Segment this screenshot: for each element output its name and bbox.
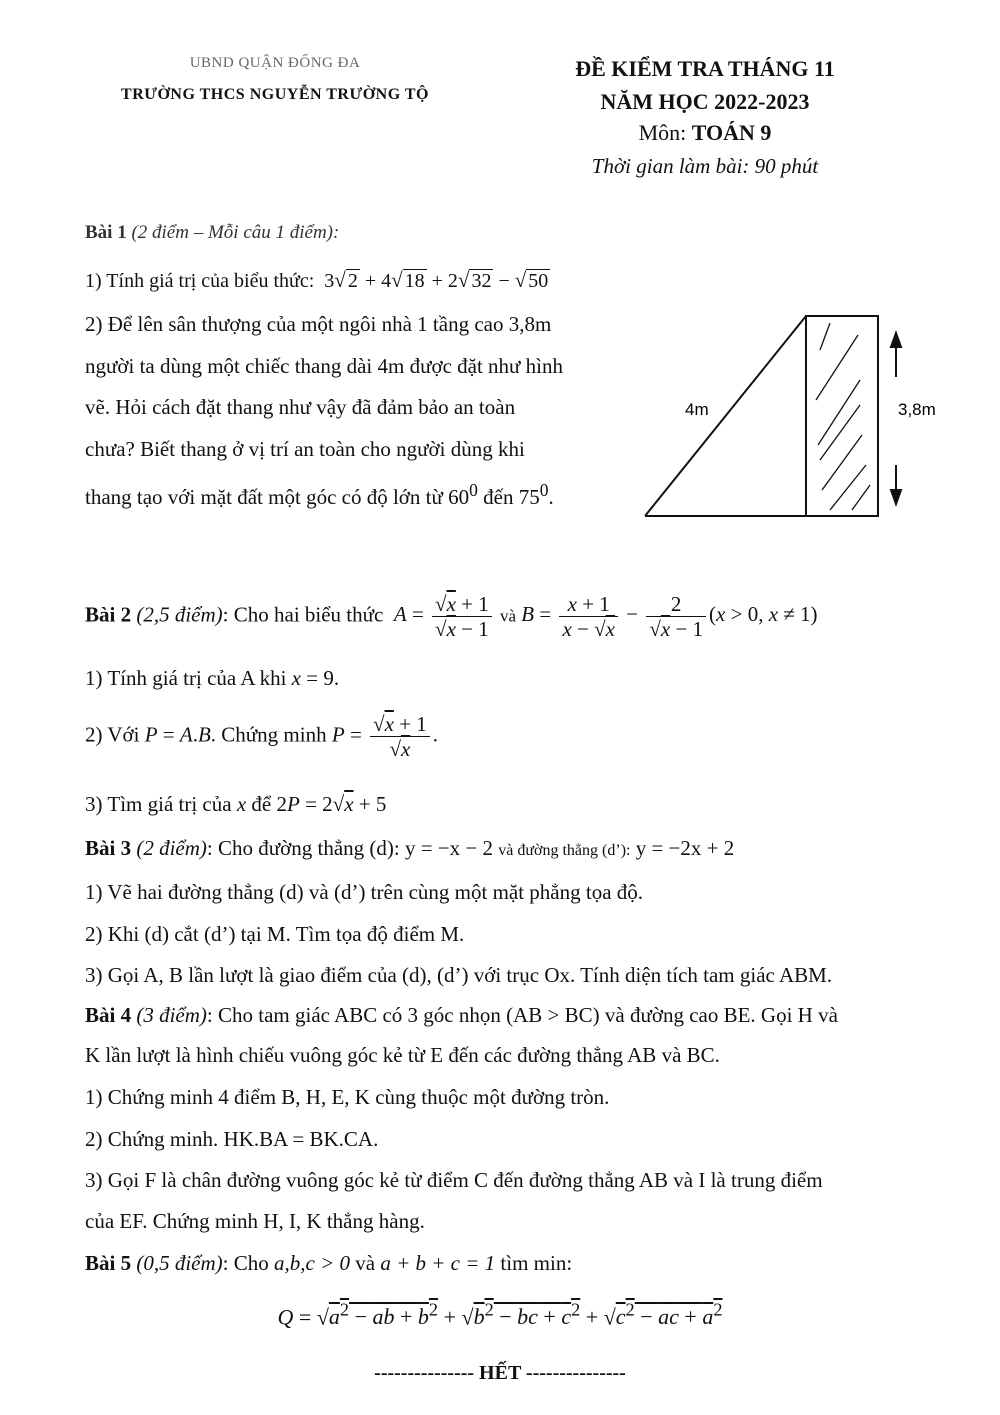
line-d-prime-equation: y = −2x + 2 (635, 836, 735, 860)
bai1-q1-text: 1) Tính giá trị của biểu thức: (85, 270, 315, 292)
bai2-q2-a: 2) Với (85, 722, 140, 747)
ladder-figure (630, 305, 960, 535)
expr-B: B = $\frac{x + 1}{x - √x}$ − $\frac{2}{√x - 1}$ (x > 0, x ≠ 1) (521, 592, 818, 642)
ladder-line (645, 316, 806, 516)
bai3-q2: 2) Khi (d) cắt (d’) tại M. Tìm tọa độ điểm M. (85, 922, 465, 946)
house-wall (806, 316, 878, 516)
bai2-and: và (499, 606, 517, 626)
bai2-q3: 3) Tìm giá trị của x để 2P = 2√x + 5 (85, 792, 387, 816)
bai5-title: Bài 5 (85, 1251, 132, 1275)
bai1-q2-end: . (548, 485, 554, 509)
bai5-points: (0,5 điểm) (136, 1251, 223, 1275)
exam-title: ĐỀ KIỂM TRA THÁNG 11 (575, 56, 835, 81)
bai5-intro: : Cho (222, 1251, 269, 1275)
bai2-heading (85, 592, 818, 641)
school-year: NĂM HỌC 2022-2023 (600, 89, 810, 114)
bai3-heading (85, 836, 734, 861)
school-name: TRƯỜNG THCS NGUYỄN TRƯỜNG TỘ (121, 86, 429, 103)
bai1-q2-text: 2) Để lên sân thượng của một ngôi nhà 1 tầng cao 3,8m người ta dùng một chiếc thang dài 4m được đặt như hình vẽ. Hỏi cách đặt thang như vậy đã đảm bảo an toàn chưa? Biết thang ở vị trí an toàn cho người dùng khi thang tạo với mặt đất một góc có độ lớn từ 60 (85, 312, 564, 509)
bai2-intro: : Cho hai biểu thức (222, 602, 384, 627)
height-label: 3,8m (898, 400, 936, 419)
bai4-line1: : Cho tam giác ABC có 3 góc nhọn (AB > BC) và đường cao BE. Gọi H và (206, 1003, 838, 1027)
bai2-q2: 2) Với P = A.B. Chứng minh P = $\frac{√x + 1}{√x}$ . (85, 712, 438, 762)
bai5-find: tìm min: (500, 1251, 573, 1275)
bai5-cond1: a,b,c > 0 (274, 1251, 350, 1275)
bai3-title: Bài 3 (85, 836, 132, 860)
height-arrow-down (891, 465, 901, 504)
end-marker: --------------- HẾT --------------- (374, 1362, 626, 1384)
bai4-heading (85, 1003, 838, 1028)
ladder-length-label: 4m (685, 400, 709, 419)
bai4-title: Bài 4 (85, 1003, 132, 1027)
bai2-q3-a: 3) Tìm giá trị của (85, 792, 232, 816)
expr-A: A = $\frac{√x + 1}{√x - 1}$ (389, 602, 500, 626)
subject-label: Môn: (638, 120, 687, 145)
line-d-equation: y = −x − 2 (404, 836, 493, 860)
duration: Thời gian làm bài: 90 phút (591, 154, 819, 178)
subject-line (520, 120, 890, 146)
bai4-line2: K lần lượt là hình chiếu vuông góc kẻ từ E đến các đường thẳng AB và BC. (85, 1043, 720, 1067)
bai3-q3: 3) Gọi A, B lần lượt là giao điểm của (d), (d’) với trục Ox. Tính diện tích tam giác ABM. (85, 963, 833, 987)
bai1-q1 (85, 268, 550, 293)
bai2-title: Bài 2 (85, 602, 132, 627)
bai3-and-line: và đường thẳng (d’): (498, 842, 631, 859)
bai4-points: (3 điểm) (136, 1003, 207, 1027)
bai1-q2: 2) Để lên sân thượng của một ngôi nhà 1 tầng cao 3,8m người ta dùng một chiếc thang dài 4m được đặt như hình vẽ. Hỏi cách đặt thang như vậy đã đảm bảo an toàn chưa? Biết thang ở vị trí an toàn cho người dùng khi thang tạo với mặt đất một góc có độ lớn từ $60^0$ đến $75^0$. (85, 312, 564, 509)
bai4-q3-line2: của EF. Chứng minh H, I, K thẳng hàng. (85, 1209, 425, 1233)
bai2-q1: 1) Tính giá trị của A khi x = 9. (85, 666, 340, 690)
bai2-q3-b: để (251, 792, 272, 816)
bai4-q1: 1) Chứng minh 4 điểm B, H, E, K cùng thuộc một đường tròn. (85, 1085, 610, 1109)
bai5-formula-Q: $Q = √a^2$ − ab + $b^2 + √b^2$ − bc + $c^2 + √c^2$ − ac + $a^2$ (277, 1300, 723, 1330)
district-name: UBND QUẬN ĐỐNG ĐA (189, 55, 361, 71)
bai5-and: và (355, 1251, 376, 1275)
bai4-q2: 2) Chứng minh. HK.BA = BK.CA. (85, 1127, 379, 1151)
bai1-heading (85, 222, 339, 244)
bai5-heading (85, 1251, 572, 1276)
bai1-title: Bài 1 (85, 222, 127, 243)
bai1-q2-mid: đến 75 (477, 485, 540, 509)
wall-hatching (816, 323, 870, 510)
subject: TOÁN 9 (691, 120, 772, 145)
bai3-intro: : Cho đường thẳng (d): (206, 836, 400, 860)
bai3-points: (2 điểm) (136, 836, 207, 860)
bai2-q2-b: . Chứng minh (210, 722, 327, 747)
height-arrow-up (891, 333, 901, 377)
bai4-q3-line1: 3) Gọi F là chân đường vuông góc kẻ từ điểm C đến đường thẳng AB và I là trung điểm (85, 1168, 823, 1192)
bai5-cond2: a + b + c = 1 (380, 1251, 496, 1275)
bai2-points: (2,5 điểm) (136, 602, 223, 627)
bai1-points: (2 điểm – Mỗi câu 1 điểm): (131, 222, 340, 243)
bai2-q1-text: 1) Tính giá trị của A khi (85, 666, 287, 690)
bai1-q1-expression: 3√ 2 + 4√ 18 + 2√ 32 − √ 50 (319, 268, 549, 292)
bai3-q1: 1) Vẽ hai đường thẳng (d) và (d’) trên cùng một mặt phẳng tọa độ. (85, 880, 644, 904)
